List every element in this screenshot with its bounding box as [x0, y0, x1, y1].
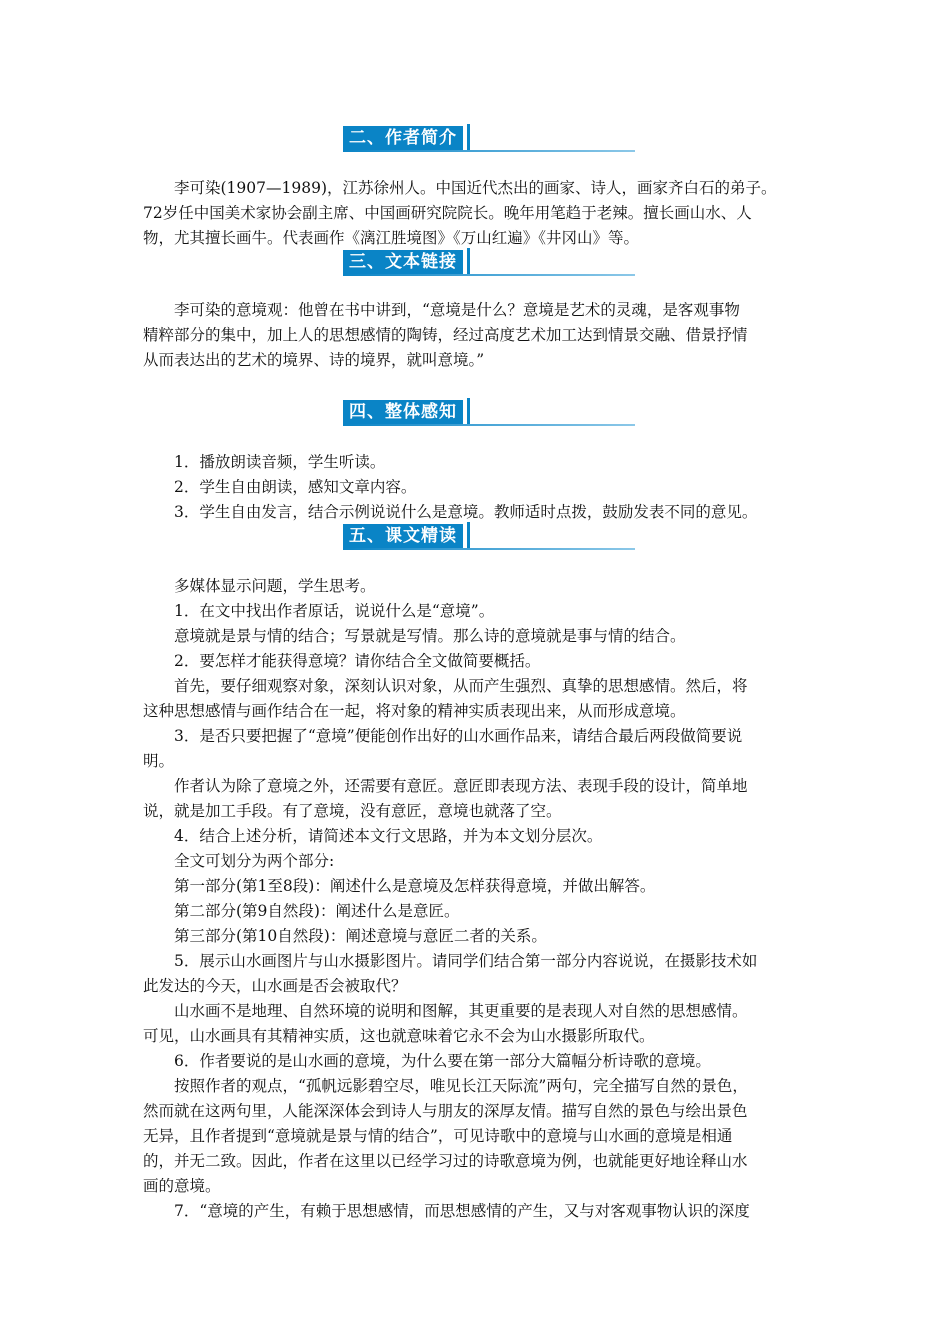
question-line: 5．展示山水画图片与山水摄影图片。请同学们结合第一部分内容说说，在摄影技术如	[174, 952, 758, 970]
paragraph-line: 72岁任中国美术家协会副主席、中国画研究院院长。晚年用笔趋于老辣。擅长画山水、人	[143, 204, 752, 222]
question-line: 1．在文中找出作者原话，说说什么是“意境”。	[174, 602, 495, 620]
answer-line: 按照作者的观点，“孤帆远影碧空尽，唯见长江天际流”两句，完全描写自然的景色，	[174, 1077, 748, 1095]
paragraph-line: 精粹部分的集中，加上人的思想感情的陶铸，经过高度艺术加工达到情景交融、借景抒情	[143, 326, 748, 344]
answer-line: 全文可划分为两个部分:	[174, 852, 335, 870]
answer-line: 第三部分(第10自然段)：阐述意境与意匠二者的关系。	[174, 927, 547, 945]
section-header-close-reading	[343, 522, 643, 552]
section-header-text-link	[343, 248, 643, 278]
answer-line: 山水画不是地理、自然环境的说明和图解，其更重要的是表现人对自然的思想感情。	[174, 1002, 748, 1020]
answer-line: 首先，要仔细观察对象，深刻认识对象，从而产生强烈、真挚的思想感情。然后，将	[174, 677, 748, 695]
question-line: 6．作者要说的是山水画的意境，为什么要在第一部分大篇幅分析诗歌的意境。	[174, 1052, 711, 1070]
section-title: 五、课文精读	[343, 524, 463, 548]
header-bar-decoration	[467, 124, 470, 152]
paragraph-line: 多媒体显示问题，学生思考。	[174, 577, 376, 595]
answer-line: 说，就是加工手段。有了意境，没有意匠，意境也就落了空。	[143, 802, 562, 820]
answer-line: 第二部分(第9自然段)：阐述什么是意匠。	[174, 902, 460, 920]
header-bar-decoration	[467, 398, 470, 426]
paragraph-line: 从而表达出的艺术的境界、诗的境界，就叫意境。”	[143, 351, 485, 369]
question-line: 明。	[143, 752, 175, 770]
header-underline	[343, 150, 635, 152]
question-line: 此发达的今天，山水画是否会被取代？	[143, 977, 407, 995]
answer-line: 意境就是景与情的结合；写景就是写情。那么诗的意境就是事与情的结合。	[174, 627, 686, 645]
list-item: 2．学生自由朗读，感知文章内容。	[174, 478, 417, 496]
answer-line: 这种思想感情与画作结合在一起，将对象的精神实质表现出来，从而形成意境。	[143, 702, 686, 720]
answer-line: 的，并无二致。因此，作者在这里以已经学习过的诗歌意境为例，也就能更好地诠释山水	[143, 1152, 748, 1170]
header-underline	[343, 548, 635, 550]
paragraph-line: 李可染的意境观：他曾在书中讲到，“意境是什么？意境是艺术的灵魂，是客观事物	[174, 301, 740, 319]
answer-line: 作者认为除了意境之外，还需要有意匠。意匠即表现方法、表现手段的设计，简单地	[174, 777, 748, 795]
answer-line: 可见，山水画具有其精神实质，这也就意味着它永不会为山水摄影所取代。	[143, 1027, 655, 1045]
answer-line: 然而就在这两句里，人能深深体会到诗人与朋友的深厚友情。描写自然的景色与绘出景色	[143, 1102, 748, 1120]
header-bar-decoration	[467, 522, 470, 550]
section-header-author	[343, 124, 643, 154]
header-bar-decoration	[467, 248, 470, 276]
question-line: 3．是否只要把握了“意境”便能创作出好的山水画作品来，请结合最后两段做简要说	[174, 727, 743, 745]
section-title: 四、整体感知	[343, 400, 463, 424]
header-underline	[343, 274, 635, 276]
question-line: 7．“意境的产生，有赖于思想感情，而思想感情的产生，又与对客观事物认识的深度	[174, 1202, 750, 1220]
answer-line: 无异，且作者提到“意境就是景与情的结合”，可见诗歌中的意境与山水画的意境是相通	[143, 1127, 733, 1145]
answer-line: 第一部分(第1至8段)：阐述什么是意境及怎样获得意境，并做出解答。	[174, 877, 656, 895]
paragraph-line: 李可染(1907—1989)，江苏徐州人。中国近代杰出的画家、诗人，画家齐白石的弟子。	[174, 179, 777, 197]
question-line: 4．结合上述分析，请简述本文行文思路，并为本文划分层次。	[174, 827, 603, 845]
section-title: 二、作者简介	[343, 126, 463, 150]
section-title: 三、文本链接	[343, 250, 463, 274]
list-item: 3．学生自由发言，结合示例说说什么是意境。教师适时点拨，鼓励发表不同的意见。	[174, 503, 758, 521]
question-line: 2．要怎样才能获得意境？请你结合全文做简要概括。	[174, 652, 541, 670]
header-underline	[343, 424, 635, 426]
list-item: 1．播放朗读音频，学生听读。	[174, 453, 386, 471]
paragraph-line: 物，尤其擅长画牛。代表画作《漓江胜境图》《万山红遍》《井冈山》等。	[143, 229, 640, 247]
section-header-overview	[343, 398, 643, 428]
answer-line: 画的意境。	[143, 1177, 221, 1195]
